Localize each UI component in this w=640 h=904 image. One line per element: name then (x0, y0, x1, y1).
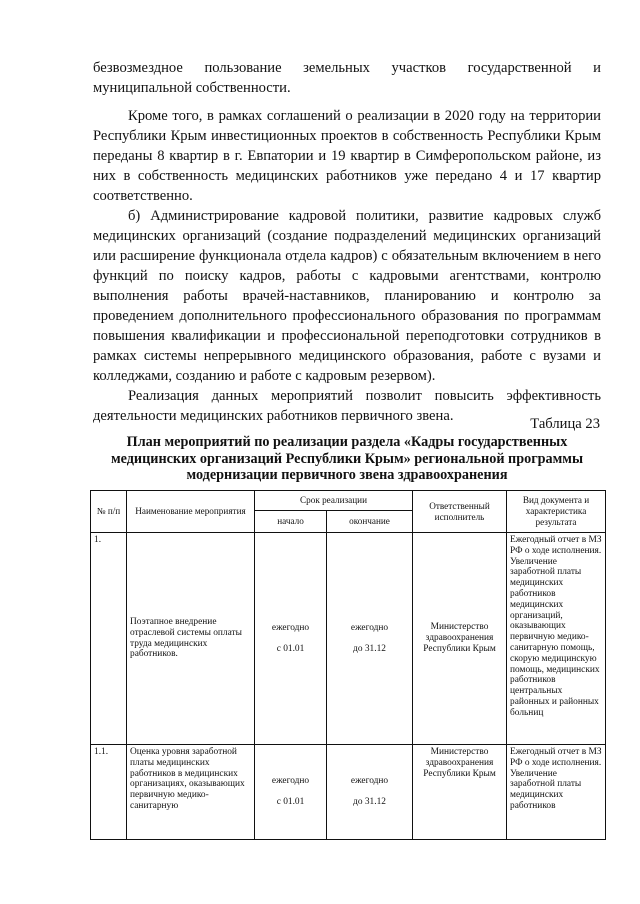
table-row (91, 745, 606, 840)
row-start-frequency: ежегодно (271, 622, 310, 633)
header-document-type: Вид документа и характеристика результата (507, 491, 606, 533)
header-start: начало (255, 511, 327, 533)
header-responsible: Ответственный исполнитель (413, 491, 507, 533)
row-start-date: с 01.01 (276, 643, 305, 654)
row-end-date: до 31.12 (353, 643, 386, 654)
header-measure-name: Наименование мероприятия (127, 491, 255, 533)
body-text (93, 58, 601, 426)
row-responsible: Министерство здравоохранения Республики Крым (413, 533, 507, 745)
table-row (91, 533, 606, 745)
row-end (327, 533, 413, 745)
row-end-date: до 31.12 (353, 797, 386, 807)
paragraph-land-use: безвозмездное пользование земельных участков государственной и муниципальной собственности. (93, 60, 601, 96)
table-title: План мероприятий по реализации раздела «Кадры государственных медицинских организаций Республики Крым» региональной программы модернизации первичного звена здравоохранения (110, 434, 584, 483)
row-start-date: с 01.01 (276, 797, 305, 807)
row-document-type: Ежегодный отчет в МЗ РФ о ходе исполнения. Увеличение заработной платы медицинских работников медицинских организаций, оказывающих первичную медико-санитарную помощь, скорую медицинскую помощь, медицинских работников центральных районных и районных больниц (507, 533, 606, 745)
action-plan-table (90, 490, 606, 840)
row-start (255, 533, 327, 745)
paragraph-apartments: Кроме того, в рамках соглашений о реализации в 2020 году на территории Республики Крым инвестиционных проектов в собственность Республики Крым переданы 8 квартир в г. Евпатории и 19 квартир в Симферопольском районе, из них в собственность медицинских работников уже передано 4 и 17 квартир соответственно. (93, 108, 601, 204)
row-end (327, 745, 413, 840)
paragraph-hr-administration: б) Администрирование кадровой политики, развитие кадровых служб медицинских организаций (создание подразделений медицинских организаций или расширение функционала отдела кадров) с обязательным включением в него функций по поиску кадров, работы с кадровыми агентствами, контролю выполнения работы врачей-наставников, планированию и контролю за проведением дополнительного профессионального образования по программам повышения квалификации и профессиональной переподготовки сотрудников в рамках системы непрерывного медицинского образования, работе с вузами и колледжами, созданию и работе с кадровым резервом). (93, 208, 601, 384)
row-number: 1. (91, 533, 127, 745)
row-measure-name: Поэтапное внедрение отраслевой системы оплаты труда медицинских работников. (127, 533, 255, 745)
table-number: Таблица 23 (530, 416, 600, 432)
paragraph-efficiency: Реализация данных мероприятий позволит повысить эффективность деятельности медицинских работников первичного звена. (93, 388, 601, 424)
row-start-frequency: ежегодно (271, 776, 310, 787)
row-document-type: Ежегодный отчет в МЗ РФ о ходе исполнения. Увеличение заработной платы медицинских работников (507, 745, 606, 840)
header-period: Срок реализации (255, 491, 413, 511)
row-end-frequency: ежегодно (350, 622, 389, 633)
row-number: 1.1. (91, 745, 127, 840)
header-end: окончание (327, 511, 413, 533)
header-number: № п/п (91, 491, 127, 533)
row-start (255, 745, 327, 840)
row-measure-name: Оценка уровня заработной платы медицинских работников в медицинских организациях, оказывающих первичную медико-санитарную (127, 745, 255, 840)
row-responsible: Министерство здравоохранения Республики Крым (413, 745, 507, 840)
row-end-frequency: ежегодно (350, 776, 389, 787)
